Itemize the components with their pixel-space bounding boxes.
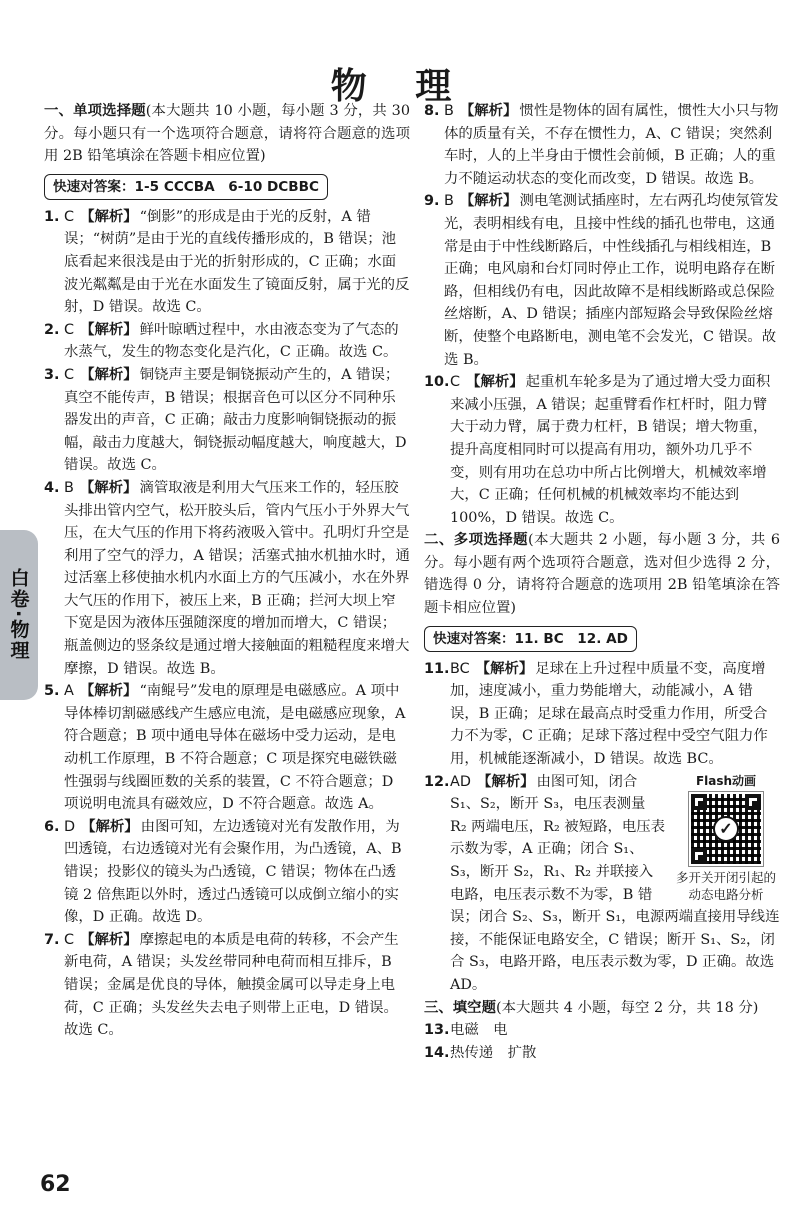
answer-item-14 (424, 1042, 780, 1065)
item-explanation: 滴管取液是利用大气压来工作的，轻压胶头排出管内空气，松开胶头后，管内气压小于外界大气压，在大气压的作用下将药液吸入管中。孔明灯升空是利用了空气的浮力，A 错误；活塞式抽水机抽水时，通过活塞上移使抽水机内水面上方的气压减小，水在外界大气压的作用下，被压上来，B 正确；拦河大坝上窄下宽是因为液体压强随深度的增加而增大，C 错误；瓶盖侧边的竖条纹是通过增大接触面的粗糙程度来增大摩擦，D 错误。故选 B。 (64, 479, 410, 677)
item-answer: AD (450, 773, 471, 790)
section-1-heading: 一、单项选择题 (44, 102, 146, 119)
item-explanation: 铜铙声主要是铜铙振动产生的，A 错误；真空不能传声，B 错误；根据音色可以区分不同种乐器发出的声音，C 正确；敲击力度影响铜铙振动的振幅，敲击力度越大，铜铙振动幅度越大，响度越大，D 错误。故选 C。 (64, 366, 407, 474)
item-number: 4. (44, 479, 60, 496)
item-answer: B (64, 479, 74, 496)
item-number: 8. (424, 103, 440, 119)
section-1-desc: (本大题共 10 小题，每小题 3 分，共 30 分。每小题只有一个选项符合题意，请将符合题意的选项用 2B 铅笔填涂在答题卡相应位置) (44, 103, 410, 165)
item-answer: C (64, 931, 75, 948)
analysis-tag: 【解析】 (80, 207, 138, 225)
item-number: 11. (424, 660, 450, 677)
item-number: 2. (44, 321, 60, 338)
analysis-tag: 【解析】 (81, 817, 139, 835)
item-explanation: 由图可知，闭合 S₁、S₂，断开 S₃，电压表测量 R₂ 两端电压，R₂ 被短路，电压表示数为零，A 正确；闭合 S₁、S₃，断开 S₂，R₁、R₂ 并联接入电路，电压表示数不为零，B 错误；闭合 S₂、S₃，断开 S₁，电源两端直接用导线连接，不能保证电路安全，C 错误；断开 S₁、S₂，闭合 S₃，电路开路，电压表示数为零，D 正确。故选 AD。 (450, 773, 780, 993)
left-column (44, 100, 410, 1042)
answer-item-12 (424, 771, 780, 997)
section-3-intro (424, 997, 780, 1020)
answer-item-7 (44, 929, 410, 1042)
qr-code-icon[interactable] (689, 792, 763, 866)
analysis-tag: 【解析】 (459, 102, 518, 119)
answer-item-10 (424, 371, 780, 529)
item-number: 12. (424, 773, 450, 790)
qr-finder-icon (691, 794, 707, 810)
section-2-intro (424, 529, 780, 619)
item-explanation: 惯性是物体的固有属性，惯性大小只与物体的质量有关，不存在惯性力，A、C 错误；突然刹车时，人的上半身由于惯性会前倾，B 正确；人的重力不随运动状态的变化而改变，D 错误。故选 B。 (444, 103, 779, 187)
item-explanation: 足球在上升过程中质量不变，高度增加，速度减小，重力势能增大，动能减小，A 错误，B 正确；足球在最高点时受重力作用，所受合力不为零，C 正确；足球下落过程中受空气阻力作用，机械能逐渐减小，D 错误。故选 BC。 (450, 660, 768, 768)
check-icon: ✓ (713, 816, 739, 842)
analysis-tag: 【解析】 (79, 682, 138, 700)
page-title: 物 理 (330, 66, 470, 107)
item-answer: C (64, 366, 75, 383)
quick-answers-1: 快速对答案：1-5 CCCBA 6-10 DCBBC (44, 174, 328, 200)
section-3-heading: 三、填空题 (424, 998, 496, 1016)
section-3-desc: (本大题共 4 小题，每空 2 分，共 18 分) (495, 999, 759, 1016)
analysis-tag: 【解析】 (80, 320, 138, 338)
page-number: 62 (40, 1172, 71, 1197)
answer-item-5 (44, 680, 410, 816)
answer-item-8 (424, 100, 780, 190)
item-answer: B (444, 103, 454, 119)
item-number: 14. (424, 1044, 450, 1061)
item-explanation: “南鲲号”发电的原理是电磁感应。A 项中导体棒切割磁感线产生感应电流，是电磁感应现象，A 符合题意；B 项中通电导体在磁场中受力运动，是电动机工作原理，B 不符合题意；C 项是探究电磁铁磁性强弱与线圈匝数的关系的装置，C 不符合题意；D 项说明电流具有磁效应，D 不符合题意。故选 A。 (64, 683, 406, 813)
item-explanation: 起重机车轮多是为了通过增大受力面积来减小压强，A 错误；起重臂看作杠杆时，阻力臂大于动力臂，属于费力杠杆，B 错误；增大物重，提升高度相同时可以提高有用功，额外功几乎不变，则有用功在总功中所占比例增大，机械效率增大，C 正确；任何机械的机械效率均不能达到 100%，D 错误。故选 C。 (450, 374, 771, 526)
quick-answers-2: 快速对答案：11. BC 12. AD (424, 626, 637, 652)
section-1-intro (44, 100, 410, 168)
item-explanation: “倒影”的形成是由于光的反射，A 错误；“树荫”是由于光的直线传播形成的，B 错误；池底看起来很浅是由于光的折射形成的，C 正确；水面波光粼粼是由于光在水面发生了镜面反射，属于光的反射，D 错误。故选 C。 (64, 208, 410, 316)
item-answer: B (444, 193, 454, 210)
item-answer: C (64, 321, 75, 338)
answer-item-1 (44, 206, 410, 319)
item-answer: D (64, 818, 76, 835)
item-number: 13. (424, 1022, 450, 1039)
item-answer: BC (450, 660, 470, 677)
qr-finder-icon (745, 794, 761, 810)
answer-item-13 (424, 1019, 780, 1042)
answer-item-9 (424, 190, 780, 371)
side-tab (0, 530, 38, 700)
analysis-tag: 【解析】 (466, 373, 524, 391)
analysis-tag: 【解析】 (79, 478, 138, 496)
side-tab-label: 白卷·物理 (7, 568, 30, 662)
item-explanation: 由图可知，左边透镜对光有发散作用，为凹透镜，右边透镜对光有会聚作用，为凸透镜，A、B 错误；投影仪的镜头为凸透镜，C 错误；物体在凸透镜 2 倍焦距以外时，透过凸透镜可以成倒立缩小的实像，D 正确。故选 D。 (64, 818, 402, 926)
item-number: 10. (424, 374, 450, 391)
item-number: 3. (44, 366, 60, 383)
item-number: 9. (424, 193, 440, 210)
section-2-heading: 二、多项选择题 (424, 531, 529, 549)
item-answer: 热传递 扩散 (450, 1044, 537, 1061)
analysis-tag: 【解析】 (476, 772, 535, 790)
qr-header: Flash动画 (695, 773, 757, 788)
answer-item-4 (44, 477, 410, 680)
answer-item-6 (44, 816, 410, 929)
item-number: 7. (44, 931, 60, 948)
analysis-tag: 【解析】 (80, 365, 138, 383)
analysis-tag: 【解析】 (80, 930, 138, 948)
answer-item-11 (424, 658, 780, 771)
item-explanation: 鲜叶晾晒过程中，水由液态变为了气态的水蒸气，发生的物态变化是汽化，C 正确。故选 C。 (64, 321, 399, 361)
qr-block[interactable] (672, 773, 780, 903)
answer-item-3 (44, 364, 410, 477)
item-number: 6. (44, 818, 60, 835)
section-2-desc: (本大题共 2 小题，每小题 3 分，共 6 分。每小题有两个选项符合题意，选对但少选得 2 分，错选得 0 分，请将符合题意的选项用 2B 铅笔填涂在答题卡相应位置) (424, 532, 780, 617)
item-answer: A (64, 683, 74, 700)
item-number: 1. (44, 208, 60, 225)
item-answer: C (64, 208, 75, 225)
item-explanation: 测电笔测试插座时，左右两孔均使氖管发光，表明相线有电，且接中性线的插孔也带电，这通常是由于中性线断路后，中性线插孔与相线相连，B 正确；电风扇和台灯同时停止工作，说明电路存在断路，但相线仍有电，因此故障不是相线断路或总保险丝熔断，A、D 错误；插座内部短路会导致保险丝熔断，使整个电路断电，测电笔不会发光，C 错误。故选 B。 (444, 193, 779, 368)
right-column (424, 100, 780, 1064)
qr-caption: 多开关开闭引起的动态电路分析 (675, 869, 776, 902)
item-explanation: 摩擦起电的本质是电荷的转移，不会产生新电荷，A 错误；头发丝带同种电荷而相互排斥，B 错误；金属是优良的导体，触摸金属可以导走身上电荷，C 正确；头发丝失去电子则带上正电，D 错误。故选 C。 (64, 931, 399, 1039)
answer-item-2 (44, 319, 410, 364)
item-answer: C (450, 374, 461, 391)
item-answer: 电磁 电 (450, 1022, 508, 1039)
analysis-tag: 【解析】 (475, 659, 534, 677)
analysis-tag: 【解析】 (459, 192, 518, 210)
qr-finder-icon (691, 848, 707, 864)
item-number: 5. (44, 683, 60, 700)
